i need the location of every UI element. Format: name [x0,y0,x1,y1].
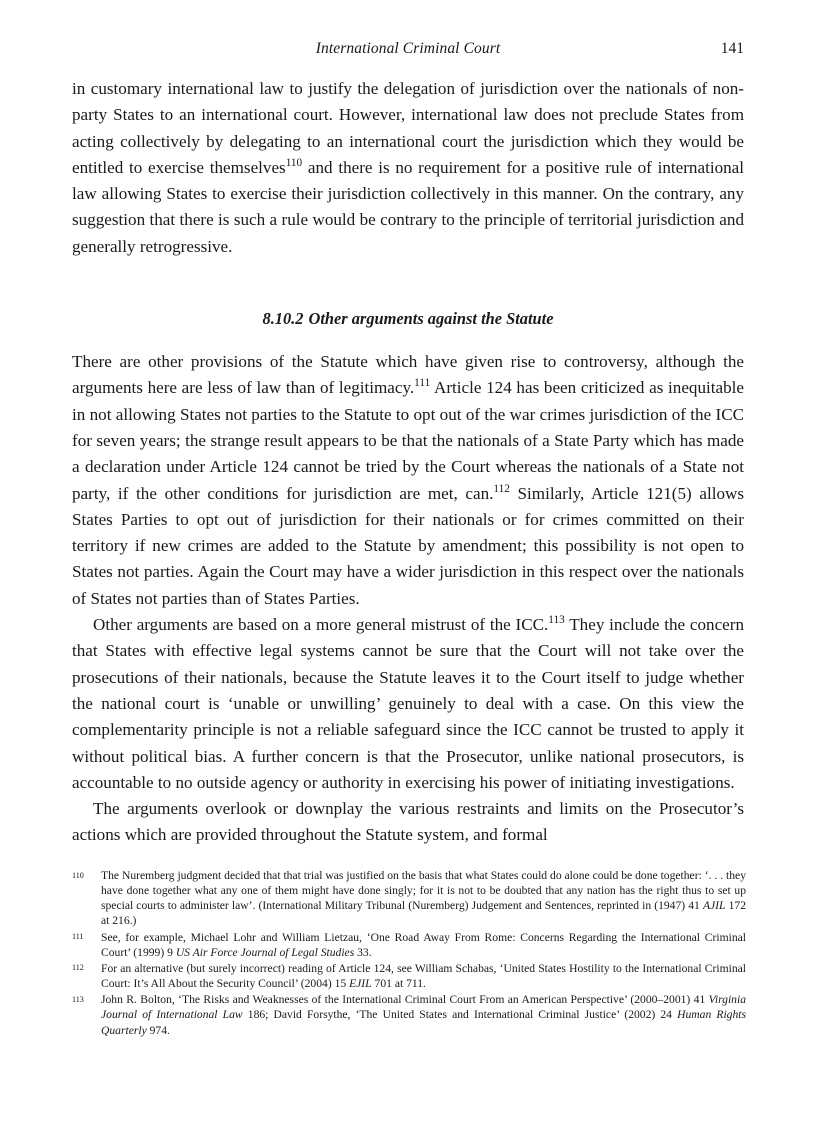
paragraph-1-cont: and there is no requirement for a positive rule of international law allowing States to exercise their jurisdiction collectively in this manner. On the contrary, any suggestion that there is such a rule would be contrary to the principle of territorial jurisdiction and generally retrogressive. [72,157,744,256]
body-text [72,76,744,849]
paragraph-continued [72,76,744,260]
footnote-ref-111[interactable]: 111 [414,377,431,390]
footnote-ref-112[interactable]: 112 [493,482,510,495]
paragraph-4: The arguments overlook or downplay the various restraints and limits on the Prosecutor’s actions which are provided throughout the Statute system, and formal [72,799,744,845]
section-title: Other arguments against the Statute [308,309,554,329]
footnote-111 [72,930,746,960]
footnote-italic-title: Virginia Journal of International Law [101,993,746,1022]
paragraph-2-b: Article 124 has been criticized as inequitable in not allowing States not parties to the Statute to opt out of the war crimes jurisdiction of the ICC for seven years; the strange result appears to be that the nationals of a State Party which has made a declaration under Article 124 cannot be tried by the Court whereas the nationals of a State not party, if the other conditions for jurisdiction are met, can. [72,378,744,503]
footnote-text-tail: 172 at 216.) [101,899,746,928]
footnote-italic-title-2: Human Rights Quarterly [101,1008,747,1037]
running-head-title: International Criminal Court [315,40,501,57]
section-heading [72,260,744,349]
paragraph-1-text: in customary international law to justify the delegation of jurisdiction over the nationals of non-party States to an international court. However, international law does not preclude States from acting collectively by delegating to an international court the jurisdiction which they would be entitled to exercise themselves [72,79,744,177]
paragraph-3-a: Other arguments are based on a more general mistrust of the ICC. [93,615,549,635]
paragraph-3 [72,612,744,796]
footnote-italic-title: US Air Force Journal of Legal Studies [175,945,355,959]
footnote-italic-title: EJIL [349,977,372,991]
section-number: 8.10.2 [262,309,304,329]
footnote-text-tail: 33. [354,945,372,959]
footnote-number: 112 [72,963,84,973]
footnote-text-mid: 186; David Forsythe, ‘The United States and International Criminal Justice’ (2002) 24 [242,1008,678,1022]
footnote-number: 110 [72,870,84,880]
footnote-ref-110[interactable]: 110 [285,156,303,169]
footnote-112 [72,961,746,991]
footnote-text: The Nuremberg judgment decided that that trial was justified on the basis that what States could do alone could be done together: ‘. . . they have done together what any one of them might have done singly; for it is not to be doubted that any nation has the right thus to set up special courts to administer law’. (International Military Tribunal (Nuremberg) Judgement and Sentences, reprinted in (1947) 41 [101,869,746,913]
footnote-text-tail: 974. [146,1023,170,1037]
footnote-italic-title: AJIL [702,899,726,913]
paragraph-3-b: They include the concern that States with effective legal systems cannot be sure that the Court will not take over the prosecutions of their nationals, because the Statute leaves it to the Court itself to judge whether the national court is ‘unable or unwilling’ genuinely to deal with a case. On this view the complementarity principle is not a reliable safeguard since the ICC cannot be trusted to apply it without political bias. A further concern is that the Prosecutor, unlike national prosecutors, is accountable to no outside agency or authority in exercising his power of initiating investigations. [72,615,744,792]
page-number: 141 [720,40,744,57]
running-head [72,40,744,62]
paragraph-2-c: Similarly, Article 121(5) allows States Parties to opt out of jurisdiction for their nationals or for crimes committed on their territory if new crimes are added to the Statute by amendment; this possibility is not open to States not parties. Again the Court may have a wider jurisdiction in this respect over the nationals of States not parties than of States Parties. [72,483,744,608]
footnote-text: John R. Bolton, ‘The Risks and Weaknesses of the International Criminal Court From an American Perspective’ (2000–2001) 41 [101,993,709,1007]
footnote-number: 113 [72,994,84,1004]
paragraph-2-a: There are other provisions of the Statute which have given rise to controversy, although the arguments here are less of law than of legitimacy. [72,352,744,398]
footnote-113 [72,992,746,1037]
footnotes-section [72,868,746,1039]
paragraph-2 [72,349,744,612]
footnote-ref-113[interactable]: 113 [548,614,565,627]
footnote-text: For an alternative (but surely incorrect) reading of Article 124, see William Schabas, ‘United States Hostility to the International Criminal Court: It’s All About the Security Council’ (2004) 15 [101,961,746,991]
footnote-number: 111 [72,932,84,942]
footnote-text-tail: 701 at 711. [371,977,426,991]
footnote-text: See, for example, Michael Lohr and William Lietzau, ‘One Road Away From Rome: Concerns Regarding the International Criminal Court’ (1999) 9 [101,930,746,959]
footnote-110 [72,868,746,928]
